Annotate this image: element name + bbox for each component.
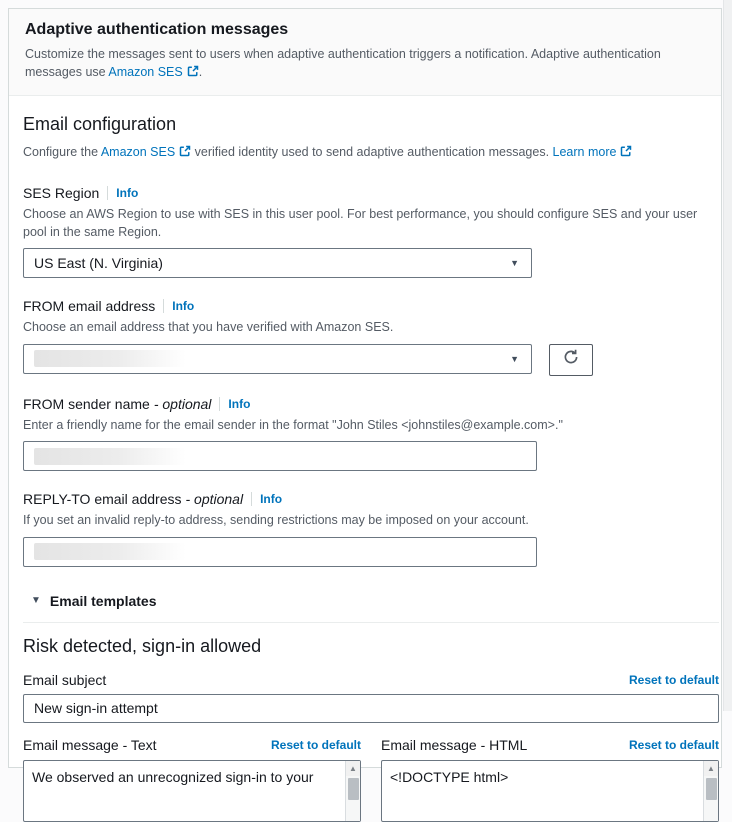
reset-subject-link[interactable]: Reset to default: [628, 672, 719, 687]
email-subject-input[interactable]: [23, 694, 719, 723]
label-divider: [163, 299, 164, 313]
panel-description-text: Customize the messages sent to users when adaptive authentication triggers a notification. Adaptive authentication messages use: [25, 47, 661, 80]
scroll-up-icon[interactable]: ▲: [704, 761, 718, 776]
email-message-text-label: Email message - Text: [23, 736, 157, 753]
scrollbar-thumb[interactable]: [348, 778, 359, 800]
config-desc-text-2: verified identity used to send adaptive authentication messages.: [191, 145, 553, 160]
ses-region-field: [23, 185, 705, 278]
ses-region-info-link[interactable]: Info: [116, 186, 139, 201]
panel-header: [9, 9, 721, 96]
email-message-html-textarea[interactable]: [381, 760, 719, 822]
page-scrollbar-track[interactable]: [723, 0, 732, 711]
optional-suffix: - optional: [153, 395, 212, 412]
email-subject-label: Email subject: [23, 671, 107, 688]
email-subject-value: New sign-in attempt: [34, 700, 158, 717]
ses-region-select[interactable]: [23, 248, 532, 278]
reset-html-link[interactable]: Reset to default: [628, 737, 719, 752]
email-message-html-column: [381, 737, 719, 822]
external-link-icon[interactable]: [620, 145, 632, 157]
email-message-text-value: We observed an unrecognized sign-in to your: [32, 768, 314, 785]
adaptive-auth-panel: [8, 8, 722, 785]
email-message-html-label: Email message - HTML: [381, 736, 528, 753]
from-email-select[interactable]: [23, 344, 532, 374]
textarea-scrollbar[interactable]: [345, 761, 360, 821]
email-configuration-heading: Email configuration: [23, 114, 177, 135]
label-divider: [107, 186, 108, 200]
config-desc-text: Configure the: [23, 145, 101, 160]
chevron-down-icon: ▼: [510, 353, 519, 364]
redacted-value: [34, 543, 186, 560]
scrollbar-thumb[interactable]: [706, 778, 717, 800]
from-email-label: FROM email address: [23, 298, 156, 315]
panel-body: [9, 96, 721, 822]
label-divider: [219, 397, 220, 411]
from-sender-info-link[interactable]: Info: [228, 396, 251, 411]
amazon-ses-link-2[interactable]: Amazon SES: [100, 145, 176, 160]
ses-region-selected-value: US East (N. Virginia): [34, 255, 163, 272]
section-divider: [23, 622, 719, 623]
reply-to-label: REPLY-TO email address: [23, 491, 182, 508]
email-configuration-description: [23, 143, 705, 161]
reply-to-field: [23, 491, 705, 567]
textarea-scrollbar[interactable]: [703, 761, 718, 821]
from-sender-input[interactable]: [23, 441, 537, 471]
learn-more-link[interactable]: Learn more: [552, 145, 617, 160]
ses-region-label: SES Region: [23, 185, 100, 202]
reply-to-description: If you set an invalid reply-to address, sending restrictions may be imposed on your account.: [23, 513, 529, 528]
email-templates-label: Email templates: [49, 592, 157, 609]
email-message-text-textarea[interactable]: [23, 760, 361, 822]
external-link-icon[interactable]: [187, 65, 199, 77]
label-divider: [251, 492, 252, 506]
external-link-icon[interactable]: [179, 145, 191, 157]
from-sender-description: Enter a friendly name for the email sender in the format "John Stiles <johnstiles@example.com>.": [23, 417, 563, 432]
from-sender-field: [23, 396, 705, 472]
from-email-field: [23, 298, 705, 376]
panel-description-period: .: [198, 65, 203, 80]
ses-region-description: Choose an AWS Region to use with SES in this user pool. For best performance, you should configure SES and your user pool in the same Region.: [23, 207, 698, 239]
panel-description: [25, 45, 705, 81]
from-sender-label: FROM sender name: [23, 395, 150, 412]
redacted-value: [34, 350, 186, 367]
chevron-down-icon: ▼: [510, 258, 519, 269]
reply-to-info-link[interactable]: Info: [260, 492, 283, 507]
page-title: Adaptive authentication messages: [25, 21, 289, 38]
expander-triangle-icon: ▼: [31, 595, 41, 607]
refresh-button[interactable]: [549, 344, 593, 376]
optional-suffix: - optional: [185, 491, 244, 508]
reset-text-link[interactable]: Reset to default: [270, 737, 361, 752]
from-email-info-link[interactable]: Info: [172, 299, 195, 314]
redacted-value: [34, 448, 186, 465]
email-message-text-column: [23, 737, 361, 822]
from-email-description: Choose an email address that you have verified with Amazon SES.: [23, 320, 394, 335]
scroll-up-icon[interactable]: ▲: [346, 761, 360, 776]
reply-to-input[interactable]: [23, 537, 537, 567]
amazon-ses-link[interactable]: Amazon SES: [108, 65, 183, 80]
risk-allowed-heading: Risk detected, sign-in allowed: [23, 635, 262, 656]
refresh-icon: [563, 349, 579, 370]
email-templates-expander[interactable]: [23, 593, 705, 609]
email-message-html-value: <!DOCTYPE html>: [390, 768, 509, 785]
